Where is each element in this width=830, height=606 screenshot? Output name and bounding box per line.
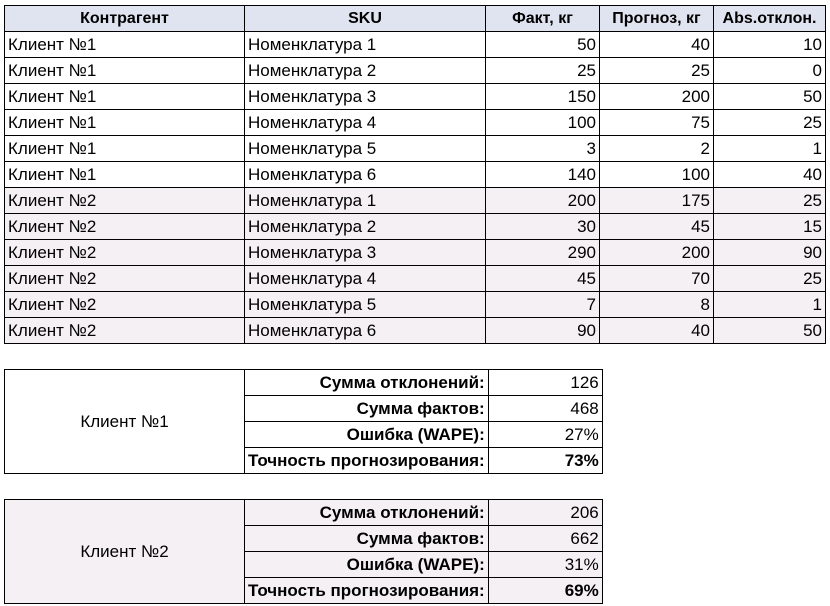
- cell-sku[interactable]: Номенклатура 4: [245, 110, 486, 136]
- cell-client[interactable]: Клиент №2: [5, 318, 245, 344]
- cell-fact[interactable]: 25: [486, 58, 600, 84]
- summary-client-name[interactable]: Клиент №2: [5, 500, 245, 604]
- deviation-sum-value[interactable]: 206: [488, 500, 602, 526]
- table-row: [5, 240, 826, 266]
- cell-abs-deviation[interactable]: 10: [714, 32, 826, 58]
- fact-sum-label: Сумма фактов:: [245, 396, 489, 422]
- cell-forecast[interactable]: 200: [600, 84, 714, 110]
- header-sku[interactable]: SKU: [245, 6, 486, 32]
- deviation-sum-value[interactable]: 126: [488, 370, 602, 396]
- fact-sum-label: Сумма фактов:: [245, 526, 489, 552]
- summary-client-2: [4, 499, 603, 604]
- cell-forecast[interactable]: 8: [600, 292, 714, 318]
- cell-forecast[interactable]: 40: [600, 318, 714, 344]
- deviation-sum-label: Сумма отклонений:: [245, 370, 489, 396]
- cell-forecast[interactable]: 100: [600, 162, 714, 188]
- summary-client-name[interactable]: Клиент №1: [5, 370, 245, 474]
- header-client[interactable]: Контрагент: [5, 6, 245, 32]
- cell-forecast[interactable]: 70: [600, 266, 714, 292]
- cell-client[interactable]: Клиент №1: [5, 110, 245, 136]
- cell-sku[interactable]: Номенклатура 3: [245, 240, 486, 266]
- cell-forecast[interactable]: 25: [600, 58, 714, 84]
- table-row: [5, 32, 826, 58]
- cell-sku[interactable]: Номенклатура 1: [245, 32, 486, 58]
- cell-fact[interactable]: 50: [486, 32, 600, 58]
- table-row: [5, 136, 826, 162]
- wape-value[interactable]: 31%: [488, 552, 602, 578]
- header-abs-deviation[interactable]: Abs.отклон.: [714, 6, 826, 32]
- cell-forecast[interactable]: 45: [600, 214, 714, 240]
- cell-fact[interactable]: 30: [486, 214, 600, 240]
- cell-sku[interactable]: Номенклатура 4: [245, 266, 486, 292]
- cell-forecast[interactable]: 40: [600, 32, 714, 58]
- accuracy-value[interactable]: 73%: [488, 448, 602, 474]
- cell-sku[interactable]: Номенклатура 2: [245, 58, 486, 84]
- cell-abs-deviation[interactable]: 50: [714, 84, 826, 110]
- cell-sku[interactable]: Номенклатура 1: [245, 188, 486, 214]
- cell-forecast[interactable]: 200: [600, 240, 714, 266]
- cell-fact[interactable]: 200: [486, 188, 600, 214]
- table-row: [5, 188, 826, 214]
- cell-forecast[interactable]: 175: [600, 188, 714, 214]
- accuracy-value[interactable]: 69%: [488, 578, 602, 604]
- cell-fact[interactable]: 140: [486, 162, 600, 188]
- cell-sku[interactable]: Номенклатура 5: [245, 136, 486, 162]
- accuracy-label: Точность прогнозирования:: [245, 578, 489, 604]
- forecast-table: [4, 5, 826, 344]
- cell-sku[interactable]: Номенклатура 6: [245, 318, 486, 344]
- wape-value[interactable]: 27%: [488, 422, 602, 448]
- wape-label: Ошибка (WAPE):: [245, 552, 489, 578]
- cell-abs-deviation[interactable]: 15: [714, 214, 826, 240]
- table-row: [5, 162, 826, 188]
- cell-fact[interactable]: 290: [486, 240, 600, 266]
- cell-client[interactable]: Клиент №1: [5, 84, 245, 110]
- summary-client-1: [4, 369, 603, 474]
- cell-abs-deviation[interactable]: 25: [714, 188, 826, 214]
- cell-abs-deviation[interactable]: 0: [714, 58, 826, 84]
- cell-client[interactable]: Клиент №2: [5, 240, 245, 266]
- cell-fact[interactable]: 90: [486, 318, 600, 344]
- header-forecast[interactable]: Прогноз, кг: [600, 6, 714, 32]
- fact-sum-value[interactable]: 662: [488, 526, 602, 552]
- cell-fact[interactable]: 7: [486, 292, 600, 318]
- cell-client[interactable]: Клиент №2: [5, 266, 245, 292]
- cell-abs-deviation[interactable]: 25: [714, 266, 826, 292]
- cell-sku[interactable]: Номенклатура 2: [245, 214, 486, 240]
- cell-client[interactable]: Клиент №1: [5, 162, 245, 188]
- cell-fact[interactable]: 100: [486, 110, 600, 136]
- cell-fact[interactable]: 150: [486, 84, 600, 110]
- cell-client[interactable]: Клиент №1: [5, 136, 245, 162]
- table-row: [5, 84, 826, 110]
- cell-client[interactable]: Клиент №1: [5, 58, 245, 84]
- cell-abs-deviation[interactable]: 50: [714, 318, 826, 344]
- table-row: [5, 292, 826, 318]
- cell-abs-deviation[interactable]: 1: [714, 136, 826, 162]
- table-row: [5, 318, 826, 344]
- table-row: [5, 110, 826, 136]
- cell-client[interactable]: Клиент №2: [5, 188, 245, 214]
- table-row: [5, 266, 826, 292]
- cell-forecast[interactable]: 2: [600, 136, 714, 162]
- cell-abs-deviation[interactable]: 90: [714, 240, 826, 266]
- cell-sku[interactable]: Номенклатура 3: [245, 84, 486, 110]
- cell-fact[interactable]: 3: [486, 136, 600, 162]
- fact-sum-value[interactable]: 468: [488, 396, 602, 422]
- cell-client[interactable]: Клиент №2: [5, 292, 245, 318]
- cell-abs-deviation[interactable]: 1: [714, 292, 826, 318]
- table-row: [5, 58, 826, 84]
- table-header-row: [5, 6, 826, 32]
- wape-label: Ошибка (WAPE):: [245, 422, 489, 448]
- cell-abs-deviation[interactable]: 25: [714, 110, 826, 136]
- deviation-sum-label: Сумма отклонений:: [245, 500, 489, 526]
- header-fact[interactable]: Факт, кг: [486, 6, 600, 32]
- accuracy-label: Точность прогнозирования:: [245, 448, 489, 474]
- cell-sku[interactable]: Номенклатура 6: [245, 162, 486, 188]
- cell-sku[interactable]: Номенклатура 5: [245, 292, 486, 318]
- table-row: [5, 214, 826, 240]
- cell-fact[interactable]: 45: [486, 266, 600, 292]
- cell-client[interactable]: Клиент №1: [5, 32, 245, 58]
- cell-forecast[interactable]: 75: [600, 110, 714, 136]
- cell-client[interactable]: Клиент №2: [5, 214, 245, 240]
- cell-abs-deviation[interactable]: 40: [714, 162, 826, 188]
